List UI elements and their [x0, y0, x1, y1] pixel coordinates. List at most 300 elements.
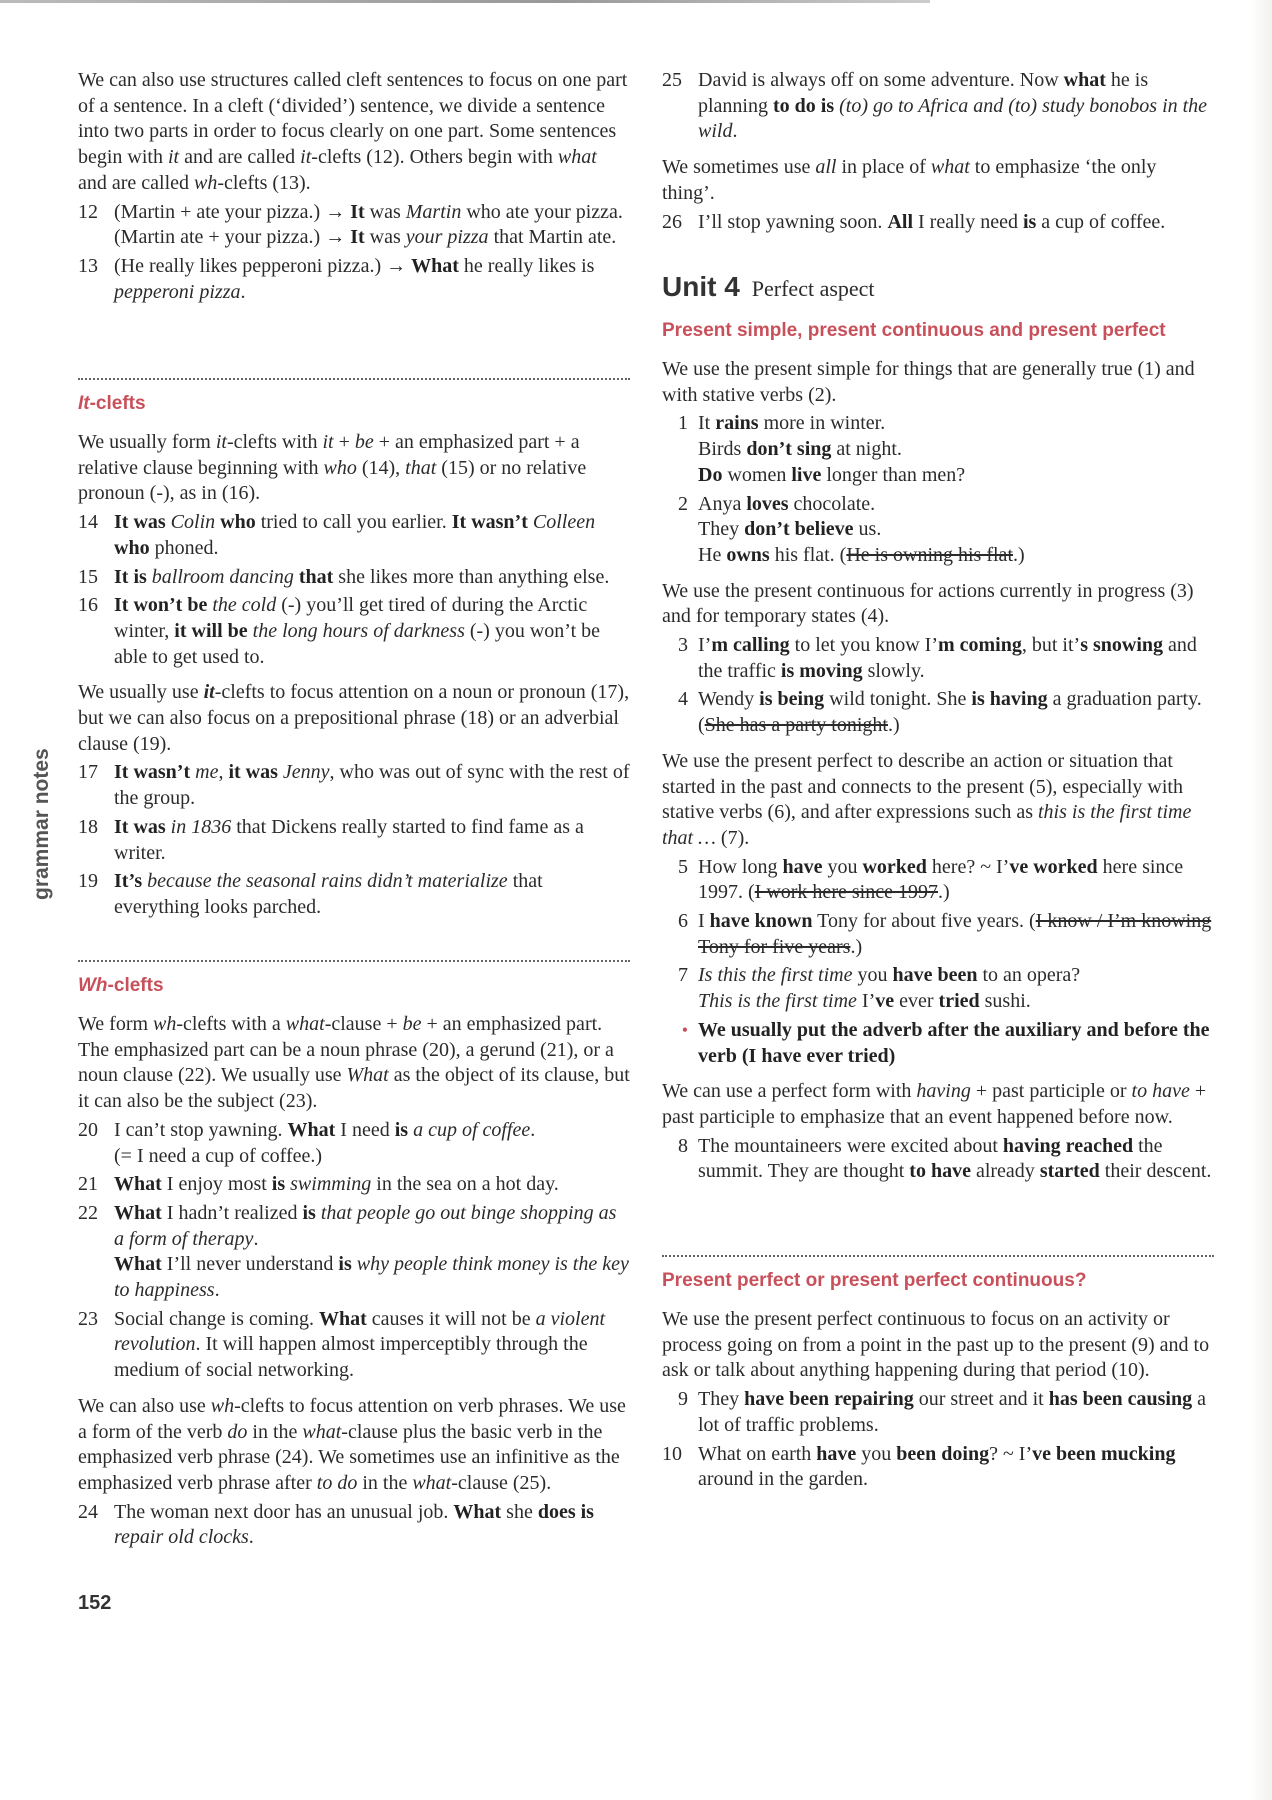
text-run: We use the present continuous for actions currently in progress (3) and for temporary states (4). [662, 579, 1194, 628]
text-run: this is the first time that … [662, 801, 1192, 849]
text-run: -clefts with [226, 431, 323, 453]
example-body [698, 1387, 1214, 1438]
text-run: here? ~ I’ [926, 855, 1010, 878]
text-run: I hadn’t realized [161, 1201, 303, 1224]
text-run: Present simple, present continuous and present perfect [662, 320, 1166, 341]
text-run: a graduation party. ( [698, 688, 1202, 737]
text-run: it [168, 146, 180, 169]
example-number: 17 [78, 761, 98, 784]
example-item [78, 1307, 630, 1384]
text-run: -clause plus the basic verb in the emphasized verb phrase (24). We sometimes use an infinitive as the emphasized verb phrase after [78, 1420, 620, 1494]
text-run: don’t believe [744, 518, 854, 541]
text-run: (He really likes pepperoni pizza.) → [114, 254, 412, 277]
text-run: here since 1997. ( [698, 855, 1184, 904]
section-heading [662, 1269, 1214, 1293]
text-run: I can’t stop yawning. [114, 1118, 288, 1141]
text-run: a violent revolution [114, 1307, 606, 1356]
text-run: I work here since 1997 [754, 881, 938, 904]
bullet-note [662, 1018, 1214, 1069]
unit-name: Perfect aspect [751, 276, 875, 301]
text-run: Is this the first time [698, 964, 853, 987]
text-run: having reached [1002, 1134, 1134, 1157]
example-body [698, 210, 1214, 236]
example-item [662, 411, 1214, 488]
text-run: We can use a perfect form with [662, 1080, 917, 1103]
text-run: have [816, 1442, 857, 1465]
text-run: We form [78, 1013, 154, 1035]
perfect-continuous-section [662, 1255, 1214, 1493]
text-run: a lot of traffic problems. [698, 1388, 1206, 1436]
example-line [698, 492, 1214, 518]
text-run: + past participle to emphasize that an event happened before now. [662, 1080, 1207, 1128]
example-number: 4 [678, 688, 688, 711]
text-run: what [1063, 69, 1106, 91]
text-run: because the seasonal rains didn’t materialize [147, 870, 508, 893]
text-run: in 1836 [170, 815, 232, 838]
text-run: as the object of its clause, but it can also be the subject (23). [78, 1064, 630, 1113]
text-run: He [698, 543, 727, 566]
text-run: at night. [831, 438, 902, 461]
text-run: + an emphasized part. The emphasized part can be a noun phrase (20), a gerund (21), or a noun clause (22). We usually use [78, 1013, 614, 1087]
text-run: Jenny [282, 761, 330, 784]
example-item [662, 68, 1214, 145]
text-run: It was [114, 511, 171, 534]
text-run: They [698, 518, 745, 541]
example-number: 12 [78, 200, 98, 223]
example-body [698, 687, 1214, 738]
text-run: the cold [212, 594, 277, 617]
text-run: We can also use structures called cleft sentences to focus on one part of a sentence. In a cleft (‘divided’) sentence, we divide a sentence into two parts in order to focus clearly on one part. Some sentences begin with [78, 69, 628, 169]
text-run: our street and it [913, 1388, 1049, 1411]
example-number: 26 [662, 210, 682, 233]
text-run: . [732, 120, 738, 143]
text-run: is [1022, 210, 1037, 233]
text-run: you [822, 855, 863, 878]
text-run: that people go out binge shopping as a form of therapy [114, 1201, 617, 1250]
text-run: What [453, 1500, 502, 1523]
example-number: 18 [78, 815, 98, 838]
example-line [698, 543, 1214, 569]
text-run: It [78, 393, 90, 414]
example-number: 2 [678, 492, 688, 515]
example-body [114, 510, 630, 561]
text-run: The mountaineers were excited about [698, 1134, 1003, 1157]
text-run: I’ll never understand [161, 1253, 339, 1276]
text-run: (to) go to Africa and (to) study bonobos in the wild [698, 94, 1208, 143]
text-run: (Martin ate + your pizza.) → [114, 226, 351, 249]
example-number: 14 [78, 511, 98, 534]
text-run: . [530, 1118, 536, 1141]
paragraph [78, 1394, 630, 1497]
text-run: What [318, 1307, 367, 1330]
text-run: to emphasize ‘the only thing’. [662, 156, 1157, 204]
example-item [78, 1172, 630, 1198]
text-run: This is the first time [698, 990, 857, 1013]
text-run: a cup of coffee [413, 1118, 531, 1141]
text-run: is [302, 1201, 321, 1224]
text-run: in the [357, 1471, 413, 1494]
text-run: us. [853, 518, 882, 541]
text-run: longer than men? [821, 463, 966, 486]
text-run: .) [1013, 543, 1025, 566]
text-run: have been [892, 964, 978, 987]
example-body [114, 760, 630, 811]
text-run: to do [316, 1471, 358, 1494]
right-top-section [662, 68, 1214, 235]
example-item [662, 855, 1214, 906]
text-run: to do is [773, 94, 840, 117]
text-run: chocolate. [788, 492, 876, 515]
text-run: Martin [405, 200, 462, 223]
text-run: What [114, 1201, 162, 1224]
text-run: We usually use [78, 681, 204, 704]
example-number: 25 [662, 69, 682, 91]
page-edge-shadow [1250, 0, 1272, 1800]
example-line [698, 963, 1214, 989]
text-run: Social change is coming. [114, 1307, 319, 1330]
side-tab-label: grammar notes [30, 748, 53, 900]
text-run: It’s [114, 870, 148, 893]
unit4-section [662, 270, 1214, 1185]
example-line [698, 633, 1214, 684]
text-run: phoned. [149, 536, 219, 559]
example-body [698, 963, 1214, 1014]
text-run: Wh [78, 975, 108, 996]
text-run: Do [698, 463, 723, 486]
text-run: We can also use [78, 1394, 211, 1417]
text-run: -clefts with a [176, 1013, 286, 1035]
example-line [698, 463, 1214, 489]
text-run: He is owning his flat [846, 543, 1013, 566]
text-run: why people think money is the key to happiness [114, 1253, 629, 1302]
text-run: Anya [698, 492, 747, 515]
text-run: I’ll stop yawning soon. [698, 210, 888, 233]
text-run: Wendy [698, 688, 760, 711]
text-run: the long hours of darkness [252, 619, 465, 642]
text-run: Birds [698, 438, 747, 461]
text-run: started [1039, 1160, 1100, 1183]
example-number: 19 [78, 870, 98, 893]
text-run: and are called [78, 171, 195, 194]
text-run: What [411, 254, 459, 277]
text-run: does is [537, 1500, 594, 1523]
text-run: We sometimes use [662, 156, 816, 179]
dotted-divider [662, 1255, 1214, 1257]
text-run: me [195, 761, 219, 784]
example-body [114, 254, 630, 305]
text-run: rains [715, 412, 759, 435]
text-run: tried to call you earlier. [255, 511, 452, 534]
text-run: wh [153, 1013, 177, 1035]
text-run: she likes more than anything else. [333, 565, 610, 588]
example-line [698, 687, 1214, 738]
text-run: that Dickens really started to find fame as a writer. [114, 815, 584, 864]
text-run: been doing [896, 1442, 990, 1465]
text-run: do [227, 1420, 248, 1443]
text-run: all [815, 156, 837, 179]
text-run: who [323, 456, 357, 479]
text-run: to have [909, 1160, 971, 1183]
example-line [114, 1307, 630, 1384]
text-run: It is [114, 565, 152, 588]
text-run: live [791, 463, 822, 486]
section-heading [78, 974, 630, 998]
text-run: in place of [836, 156, 931, 179]
text-run: ve been mucking [1032, 1442, 1176, 1465]
text-run: . [240, 280, 246, 303]
example-line [698, 989, 1214, 1015]
text-run: your pizza [405, 226, 489, 249]
example-number: 21 [78, 1173, 98, 1196]
example-item [78, 200, 630, 251]
text-run: ever [894, 990, 939, 1013]
example-line [698, 437, 1214, 463]
example-number: 5 [678, 855, 688, 878]
text-run: causes it will not be [366, 1307, 536, 1330]
paragraph [662, 155, 1214, 206]
text-run: is [338, 1253, 357, 1276]
text-run: ? ~ I’ [989, 1442, 1033, 1465]
text-run: don’t sing [746, 438, 832, 461]
text-run: to let you know I’ [789, 634, 938, 657]
text-run: was [364, 226, 406, 249]
text-run: more in winter. [758, 412, 886, 435]
text-run: and are called [179, 146, 301, 169]
unit-title [662, 270, 1214, 307]
text-run: We use the present perfect to describe an action or situation that started in the past and connects to the present (5), especially with stative verbs (6), and after expressions such as [662, 749, 1183, 824]
example-body [698, 1018, 1214, 1069]
example-item [662, 1387, 1214, 1438]
paragraph [78, 430, 630, 507]
text-run: I’ [856, 990, 876, 1013]
text-run: They [698, 1388, 745, 1411]
text-run: All [887, 210, 913, 233]
text-run: their descent. [1099, 1160, 1212, 1183]
example-body [114, 1500, 630, 1551]
text-run: We use the present perfect continuous to focus on an activity or process going on from a point in the past up to the present (9) and to ask or talk about anything happening during that period (10). [662, 1308, 1210, 1382]
text-run: + past participle or [970, 1080, 1132, 1103]
example-body [114, 1118, 630, 1169]
text-run: ballroom dancing [151, 565, 294, 588]
text-run: you [856, 1442, 897, 1465]
text-run: -clefts to focus attention on a noun or pronoun (17), but we can also focus on a prepositional phrase (18) or an adverbial clause (19). [78, 681, 630, 755]
text-run: and the traffic [698, 634, 1197, 682]
text-run: women [722, 463, 792, 486]
example-number: 10 [662, 1442, 682, 1465]
text-run: .) [937, 881, 950, 904]
text-run: who [215, 511, 256, 534]
text-run: around in the garden. [698, 1468, 868, 1491]
text-run: pepperoni pizza [114, 280, 241, 303]
text-run: I [698, 910, 710, 933]
text-run: , who was out of sync with the rest of the group. [114, 761, 630, 810]
text-run: in the sea on a hot day. [371, 1173, 559, 1196]
text-run: what [930, 156, 970, 179]
example-body [114, 200, 630, 251]
text-run: he really likes is [458, 254, 595, 277]
paragraph [662, 357, 1214, 408]
text-run: what [412, 1471, 452, 1494]
text-run: -clefts [107, 975, 164, 996]
example-body [114, 593, 630, 670]
left-intro-section [78, 68, 630, 305]
text-run: what [285, 1013, 325, 1035]
example-number: 9 [678, 1388, 688, 1411]
text-run: (14), [356, 456, 406, 479]
text-run: -clefts (13). [217, 171, 311, 194]
text-run: wh [210, 1394, 235, 1417]
text-run: repair old clocks [114, 1526, 249, 1549]
example-body [698, 855, 1214, 906]
text-run: I enjoy most [161, 1173, 272, 1196]
example-line [698, 1442, 1214, 1493]
example-line [698, 855, 1214, 906]
example-line [698, 1387, 1214, 1438]
text-run: It [350, 200, 365, 223]
text-run: tried [938, 990, 980, 1013]
example-item [78, 1118, 630, 1169]
text-run: in the [247, 1420, 303, 1443]
paragraph [78, 68, 630, 197]
example-line [698, 1134, 1214, 1185]
text-run: , but it’ [1021, 634, 1081, 657]
example-number: 15 [78, 565, 98, 588]
text-run: m coming [937, 634, 1022, 657]
text-run: It won’t be [114, 594, 213, 617]
text-run: What [114, 1253, 162, 1276]
text-run: -clause (25). [451, 1471, 552, 1494]
text-run: What [287, 1118, 336, 1141]
example-line [114, 815, 630, 866]
text-run: the summit. They are thought [698, 1134, 1163, 1183]
example-body [114, 1201, 630, 1304]
text-run: We use the present simple for things that are generally true (1) and with stative verbs (2). [662, 358, 1195, 406]
text-run: What on earth [698, 1442, 817, 1465]
example-line [698, 517, 1214, 543]
example-line [114, 225, 630, 251]
text-run: is [271, 1173, 291, 1196]
text-run: wild tonight. She [824, 688, 972, 711]
text-run: . [248, 1526, 254, 1549]
text-run: that [293, 565, 334, 588]
text-run: How long [698, 855, 783, 878]
text-run: having [916, 1080, 971, 1103]
example-line [114, 565, 630, 591]
example-line [114, 510, 630, 561]
example-number: 20 [78, 1118, 98, 1141]
example-item [78, 815, 630, 866]
text-run: + an emphasized part + a relative clause beginning with [78, 431, 580, 479]
example-body [698, 633, 1214, 684]
text-run: We usually put the adverb after the auxiliary and before the verb (I have ever tried) [698, 1018, 1210, 1067]
text-run: , [218, 761, 229, 784]
text-run: she [501, 1500, 538, 1523]
text-run: his flat. ( [769, 543, 847, 566]
example-item [662, 909, 1214, 960]
text-run: already [970, 1160, 1040, 1183]
example-body [114, 565, 630, 591]
text-run: it [203, 681, 215, 704]
page-number: 152 [78, 1592, 112, 1614]
text-run: .) [887, 714, 900, 737]
section-heading [662, 319, 1214, 343]
example-body [114, 815, 630, 866]
text-run: I know / I’m knowing Tony for five years [698, 910, 1212, 958]
example-body [698, 492, 1214, 569]
text-run: + [333, 431, 355, 453]
text-run: has been causing [1048, 1388, 1193, 1411]
text-run: I’ [698, 634, 712, 657]
example-item [78, 510, 630, 561]
example-item [662, 633, 1214, 684]
text-run: it [215, 431, 227, 453]
text-run: -clefts [89, 393, 146, 414]
example-line [114, 1172, 630, 1198]
text-run: worked [862, 855, 927, 878]
example-line [114, 760, 630, 811]
text-run: Tony for about five years. ( [812, 910, 1036, 933]
paragraph [662, 749, 1214, 852]
example-item [78, 1201, 630, 1304]
text-run: sushi. [979, 990, 1031, 1013]
it-clefts-section [78, 378, 630, 921]
example-line [114, 1201, 630, 1252]
example-body [698, 68, 1214, 145]
example-line [114, 254, 630, 305]
text-run: be [402, 1013, 422, 1035]
example-item [662, 492, 1214, 569]
example-line [698, 909, 1214, 960]
example-item [662, 1442, 1214, 1493]
paragraph [78, 1012, 630, 1115]
text-run: -clause + [324, 1013, 403, 1035]
text-run: I really need [913, 210, 1023, 233]
text-run: a cup of coffee. [1036, 210, 1166, 233]
example-item [78, 593, 630, 670]
unit-number: Unit 4 [662, 271, 740, 302]
text-run: be [354, 431, 374, 453]
paragraph [662, 579, 1214, 630]
example-line [114, 1118, 630, 1144]
text-run: it [322, 431, 334, 453]
text-run: Present perfect or present perfect continuous? [662, 1270, 1087, 1291]
example-body [114, 1172, 630, 1198]
text-run: What [346, 1064, 389, 1087]
example-number: 7 [678, 964, 688, 987]
text-run: it was [228, 761, 283, 784]
example-body [114, 1307, 630, 1384]
text-run: owns [726, 543, 770, 566]
text-run: have [782, 855, 823, 878]
text-run: that everything looks parched. [114, 870, 543, 918]
text-run: that [405, 456, 437, 479]
text-run: It wasn’t [451, 511, 533, 534]
text-run: What [114, 1173, 162, 1196]
example-body [698, 909, 1214, 960]
example-body [698, 411, 1214, 488]
text-run: . [253, 1227, 259, 1250]
text-run: wh [194, 171, 218, 194]
text-run: he is planning [698, 69, 1149, 117]
example-number: 3 [678, 634, 688, 657]
example-number: 13 [78, 254, 98, 277]
example-item [662, 1134, 1214, 1185]
text-run: ve worked [1009, 855, 1098, 878]
section-heading [78, 392, 630, 416]
paragraph [662, 1307, 1214, 1384]
example-number: 1 [678, 412, 688, 435]
wh-clefts-section [78, 960, 630, 1551]
